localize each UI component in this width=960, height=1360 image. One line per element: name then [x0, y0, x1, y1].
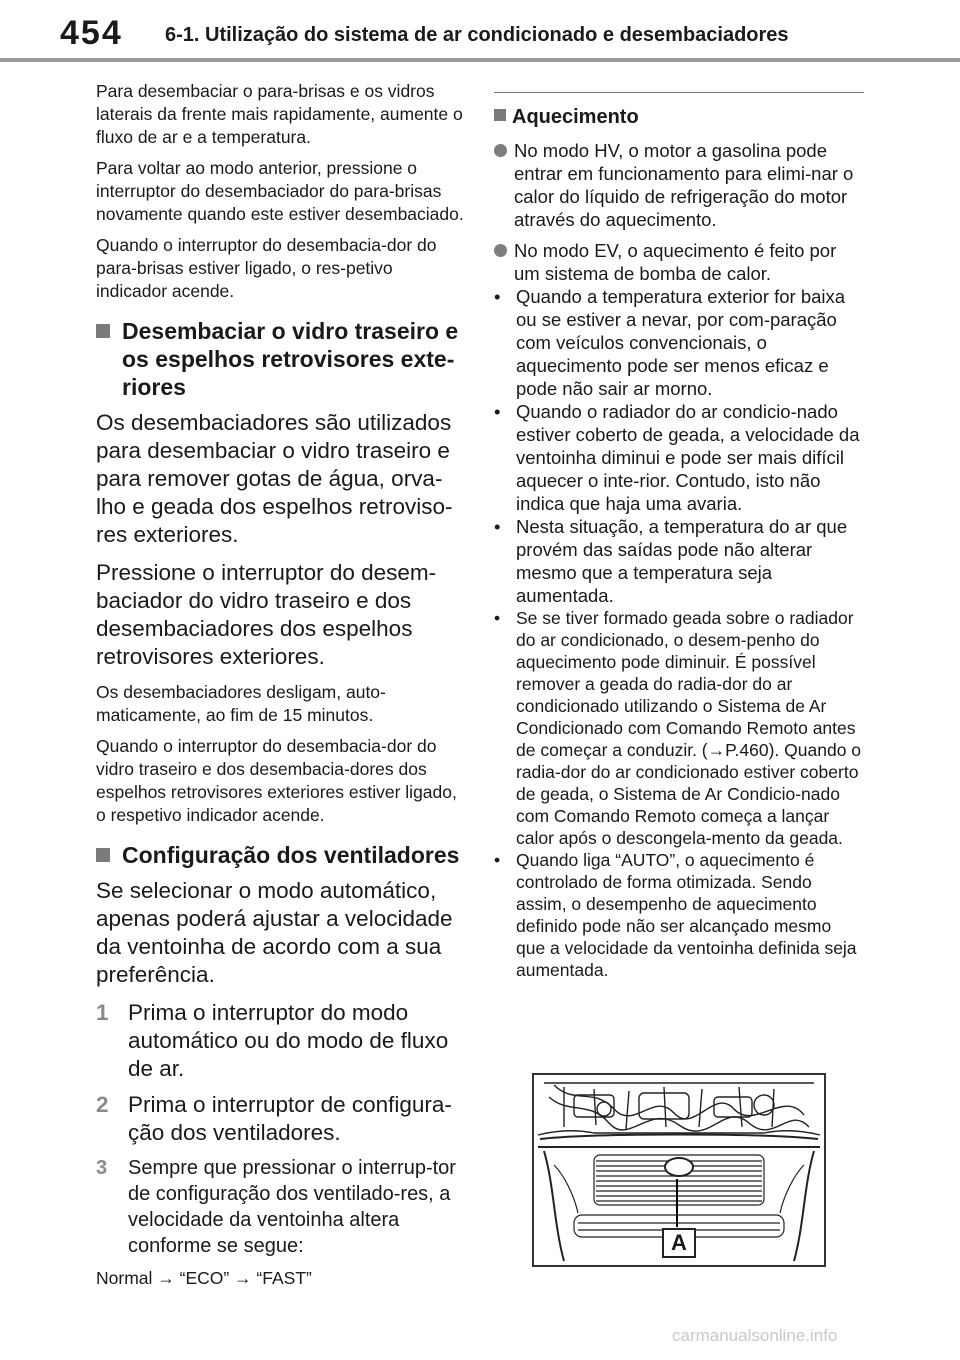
paragraph: Quando o interruptor do desembacia-dor do para-brisas estiver ligado, o res-petivo indicador acende.	[96, 235, 437, 301]
section-title: Desembaciar o vidro traseiro e os espelhos retrovisores exte-riores	[122, 318, 459, 400]
vehicle-front-illustration	[532, 1073, 826, 1267]
list-item	[494, 139, 864, 231]
paragraph: Para voltar ao modo anterior, pressione o interruptor do desembaciador do para-brisas novamente quando este estiver desembaciado.	[96, 158, 464, 224]
bullet-item	[494, 607, 864, 849]
left-column	[96, 80, 466, 1298]
fan-speed-sequence: Normal → “ECO” → “FAST”	[96, 1268, 312, 1288]
bullet-mark: •	[494, 850, 501, 870]
section-title: Configuração dos ventiladores	[122, 842, 460, 868]
step-item	[96, 999, 466, 1083]
step-number: 1	[96, 1000, 109, 1025]
watermark-text: carmanualsonline.info	[672, 1326, 838, 1345]
list-item	[494, 239, 864, 285]
step-item	[96, 1155, 466, 1259]
step-text: Sempre que pressionar o interrup-tor de configuração dos ventilado-res, a velocidade da ventoinha altera conforme se segue:	[128, 1157, 456, 1257]
section-title: Aquecimento	[512, 106, 639, 128]
section-square-icon	[96, 324, 110, 338]
section-divider	[494, 92, 864, 93]
section-heading-heating	[494, 103, 864, 131]
paragraph: Se selecionar o modo automático, apenas poderá ajustar a velocidade da ventoinha de acordo com a sua preferência.	[96, 878, 453, 987]
paragraph: Os desembaciadores são utilizados para desembaciar o vidro traseiro e para remover gotas de água, orva-lho e geada dos espelhos retroviso-res exteriores.	[96, 410, 453, 547]
bullet-text: Quando o radiador do ar condicio-nado estiver coberto de geada, a velocidade da ventoinha diminui e pode ser mais difícil aquecer o inte-rior. Contudo, isto não indica que haja uma avaria.	[516, 401, 860, 514]
section-heading-fan-settings	[96, 841, 466, 869]
bullet-mark: •	[494, 401, 501, 422]
bullet-text: Se se tiver formado geada sobre o radiador do ar condicionado, o desem-penho do aquecimento pode diminuir. É possível remover a geada do radia-dor do ar condicionado utilizando o Sistema de Ar Condicionado com Comando Remoto antes de começar a conduzir. (→P.460). Quando o radia-dor do ar condicionado estiver coberto de geada, o Sistema de Ar Condicio-nado com Comando Remoto começa a lançar calor após o descongela-mento da geada.	[516, 608, 862, 848]
paragraph: Pressione o interruptor do desem-baciador do vidro traseiro e dos desembaciadores dos espelhos retrovisores exteriores.	[96, 560, 437, 669]
list-item-text: No modo EV, o aquecimento é feito por um sistema de bomba de calor.	[514, 240, 837, 284]
bullet-mark: •	[494, 286, 501, 307]
bullet-item	[494, 285, 864, 400]
step-text: Prima o interruptor do modo automático ou do modo de fluxo de ar.	[128, 1000, 449, 1081]
step-number: 3	[96, 1157, 108, 1179]
bullet-text: Quando liga “AUTO”, o aquecimento é controlado de forma otimizada. Sendo assim, o desempenho de aquecimento definido pode não ser alcançado mesmo que a velocidade da ventoinha definida seja aumentada.	[516, 850, 857, 980]
bullet-item	[494, 515, 864, 607]
section-square-icon	[494, 109, 506, 121]
figure-callout-label: A	[662, 1228, 696, 1258]
right-column	[494, 80, 864, 981]
bullet-text: Quando a temperatura exterior for baixa ou se estiver a nevar, por com-paração com veículos convencionais, o aquecimento pode ser menos eficaz e pode não sair ar morno.	[516, 286, 846, 399]
step-item	[96, 1091, 466, 1147]
header-divider	[0, 58, 960, 62]
paragraph: Para desembaciar o para-brisas e os vidros laterais da frente mais rapidamente, aumente o fluxo de ar e a temperatura.	[96, 81, 463, 147]
page-header	[0, 0, 960, 62]
circle-bullet-icon	[494, 244, 507, 257]
paragraph: Os desembaciadores desligam, auto-maticamente, ao fim de 15 minutos.	[96, 682, 386, 725]
section-square-icon	[96, 848, 110, 862]
circle-bullet-icon	[494, 144, 507, 157]
bullet-mark: •	[494, 608, 501, 628]
step-text: Prima o interruptor de configura-ção dos ventiladores.	[128, 1092, 452, 1145]
bullet-mark: •	[494, 516, 501, 537]
page-number: 454	[60, 14, 123, 52]
list-item-text: No modo HV, o motor a gasolina pode entrar em funcionamento para elimi-nar o calor do líquido de refrigeração do motor através do aquecimento.	[514, 140, 854, 230]
step-number: 2	[96, 1092, 109, 1117]
bullet-item	[494, 400, 864, 515]
paragraph: Quando o interruptor do desembacia-dor do vidro traseiro e dos desembacia-dores dos espelhos retrovisores exteriores estiver ligado, o respetivo indicador acende.	[96, 736, 457, 825]
section-heading-rear-defogger	[96, 317, 466, 401]
chapter-title: 6-1. Utilização do sistema de ar condicionado e desembaciadores	[165, 24, 789, 46]
bullet-text: Nesta situação, a temperatura do ar que provém das saídas pode não alterar mesmo que a temperatura seja aumentada.	[516, 516, 848, 606]
bullet-item	[494, 849, 864, 981]
